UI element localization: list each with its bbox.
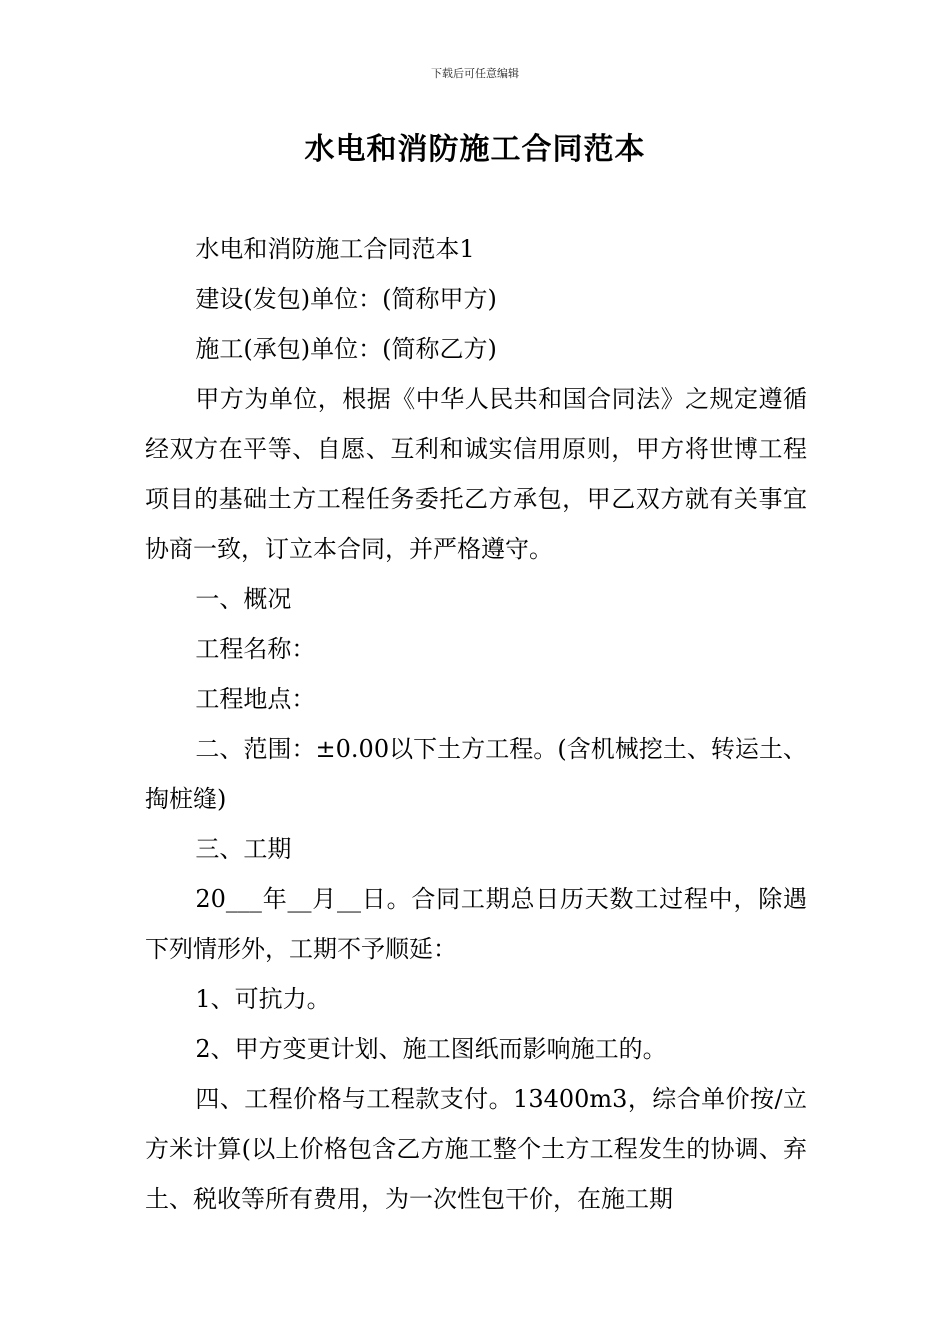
paragraph-project-location: 工程地点： [195, 685, 316, 713]
section-schedule-heading: 三、工期 [195, 835, 292, 863]
list-item-plan-change: 2、甲方变更计划、施工图纸而影响施工的。 [195, 1035, 667, 1063]
paragraph-schedule: 20___年__月__日。合同工期总日历天数工过程中，除遇下列情形外，工期不予顺延： [145, 885, 807, 963]
list-item-force-majeure: 1、可抗力。 [195, 985, 331, 1013]
paragraph-project-name: 工程名称： [195, 635, 316, 663]
section-price-payment: 四、工程价格与工程款支付。13400m3，综合单价按/立方米计算(以上价格包含乙方施工整个土方工程发生的协调、弃土、税收等所有费用，为一次性包干价，在施工期 [145, 1085, 807, 1213]
document-body [145, 224, 807, 1224]
header-note: 下载后可任意编辑 [431, 67, 519, 80]
section-overview-heading: 一、概况 [195, 585, 292, 613]
paragraph-preamble: 甲方为单位，根据《中华人民共和国合同法》之规定遵循经双方在平等、自愿、互利和诚实信用原则，甲方将世博工程项目的基础土方工程任务委托乙方承包，甲乙双方就有关事宜协商一致，订立本合同，并严格遵守。 [145, 385, 807, 563]
paragraph-contract-name: 水电和消防施工合同范本1 [195, 235, 475, 263]
section-scope: 二、范围：±0.00以下土方工程。(含机械挖土、转运土、掏桩缝) [145, 735, 807, 813]
paragraph-party-b: 施工(承包)单位：(简称乙方) [195, 335, 497, 363]
paragraph-party-a: 建设(发包)单位：(简称甲方) [195, 285, 497, 313]
document-title: 水电和消防施工合同范本 [304, 132, 646, 167]
